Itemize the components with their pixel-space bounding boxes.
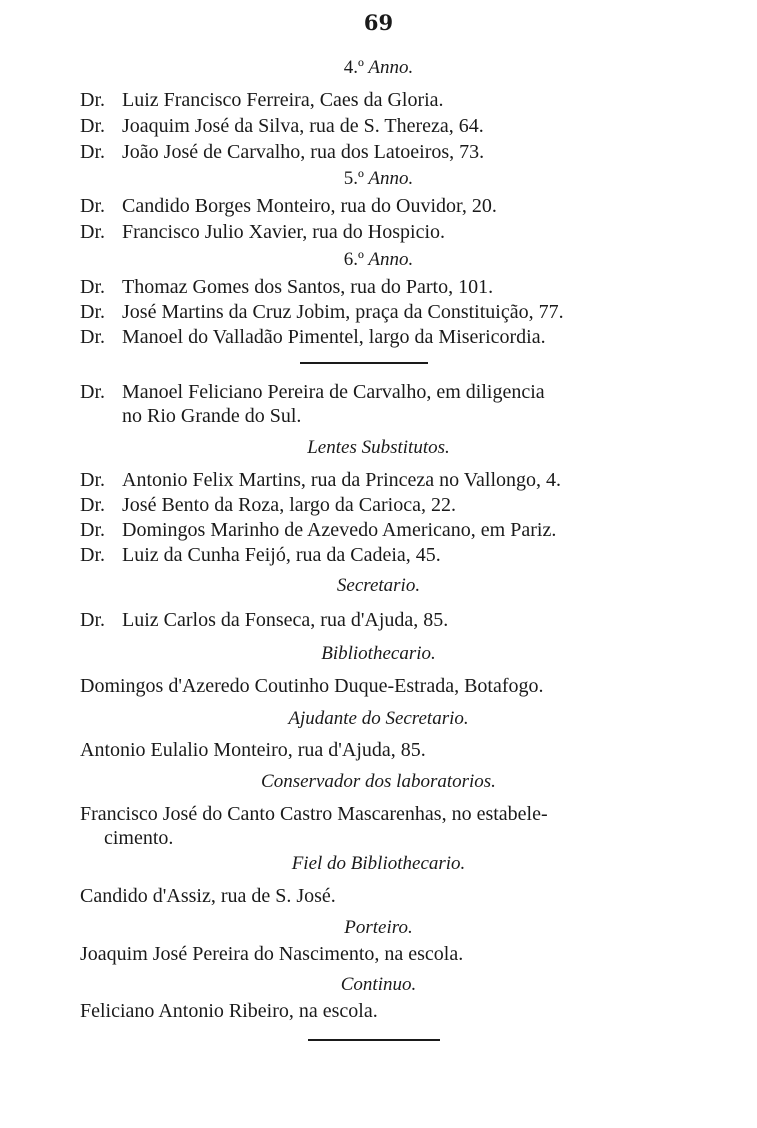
entry-title: Dr. — [80, 494, 105, 516]
entry-continuation: no Rio Grande do Sul. — [122, 405, 302, 427]
heading-number: 4.º — [343, 57, 364, 78]
entry-text: Manoel do Valladão Pimentel, largo da Misericordia. — [122, 326, 546, 348]
list-item — [80, 88, 444, 112]
list-item: Francisco José do Canto Castro Mascarenhas, no estabele- — [80, 803, 548, 825]
entry-title: Dr. — [80, 381, 105, 403]
list-item — [80, 325, 546, 349]
entry-title: Dr. — [80, 609, 105, 631]
heading-number: 6.º — [343, 249, 364, 270]
section-heading-porteiro: Porteiro. — [344, 917, 413, 938]
entry-text: Luiz Carlos da Fonseca, rua d'Ajuda, 85. — [122, 609, 449, 631]
entry-text: Thomaz Gomes dos Santos, rua do Parto, 101. — [122, 276, 494, 298]
entry-text: Antonio Felix Martins, rua da Princeza no Vallongo, 4. — [122, 469, 562, 491]
heading-number: 5.º — [343, 168, 364, 189]
section-heading-secretario: Secretario. — [336, 575, 421, 596]
heading-word: Anno. — [368, 249, 414, 270]
entry-title: Dr. — [80, 276, 105, 298]
list-item: Joaquim José Pereira do Nascimento, na escola. — [80, 943, 464, 965]
list-item — [80, 380, 545, 404]
list-item: Feliciano Antonio Ribeiro, na escola. — [80, 1000, 378, 1022]
entry-title: Dr. — [80, 301, 105, 323]
entry-title: Dr. — [80, 141, 105, 163]
list-item — [80, 493, 456, 517]
section-divider — [308, 1039, 440, 1041]
entry-text: José Martins da Cruz Jobim, praça da Constituição, 77. — [122, 301, 564, 323]
entry-text: Francisco Julio Xavier, rua do Hospicio. — [122, 221, 446, 243]
entry-text: Luiz Francisco Ferreira, Caes da Gloria. — [122, 89, 444, 111]
page-number: 69 — [363, 10, 394, 35]
list-item — [80, 468, 561, 492]
entry-title: Dr. — [80, 221, 105, 243]
entry-text: João José de Carvalho, rua dos Latoeiros, 73. — [122, 141, 485, 163]
section-heading-year-6 — [0, 248, 757, 272]
entry-text: Domingos Marinho de Azevedo Americano, em Pariz. — [122, 519, 557, 541]
list-item — [80, 140, 484, 164]
heading-word: Anno. — [368, 168, 414, 189]
section-heading-fiel: Fiel do Bibliothecario. — [291, 853, 466, 874]
entry-title: Dr. — [80, 469, 105, 491]
entry-title: Dr. — [80, 519, 105, 541]
entry-title: Dr. — [80, 89, 105, 111]
section-divider — [300, 362, 428, 364]
entry-continuation: cimento. — [104, 827, 174, 849]
list-item — [80, 114, 484, 138]
section-heading-year-5 — [0, 167, 757, 191]
list-item: Candido d'Assiz, rua de S. José. — [80, 885, 336, 907]
section-heading-ajudante: Ajudante do Secretario. — [288, 708, 469, 729]
entry-text: Joaquim José da Silva, rua de S. Thereza, 64. — [122, 115, 484, 137]
list-item — [80, 194, 497, 218]
list-item: Antonio Eulalio Monteiro, rua d'Ajuda, 85. — [80, 739, 426, 761]
list-item: Domingos d'Azeredo Coutinho Duque-Estrada, Botafogo. — [80, 675, 544, 697]
heading-word: Anno. — [368, 57, 414, 78]
section-heading-continuo: Continuo. — [340, 974, 417, 995]
list-item — [80, 300, 564, 324]
list-item — [80, 518, 556, 542]
entry-title: Dr. — [80, 544, 105, 566]
entry-title: Dr. — [80, 326, 105, 348]
list-item — [80, 275, 493, 299]
entry-title: Dr. — [80, 115, 105, 137]
entry-text: Candido Borges Monteiro, rua do Ouvidor, 20. — [122, 195, 497, 217]
entry-text: Luiz da Cunha Feijó, rua da Cadeia, 45. — [122, 544, 441, 566]
section-heading-substitutos: Lentes Substitutos. — [307, 437, 450, 458]
list-item — [80, 608, 448, 632]
section-heading-conservador: Conservador dos laboratorios. — [261, 771, 496, 792]
entry-title: Dr. — [80, 195, 105, 217]
entry-text: José Bento da Roza, largo da Carioca, 22. — [122, 494, 456, 516]
entry-text: Manoel Feliciano Pereira de Carvalho, em diligencia — [122, 381, 545, 403]
list-item — [80, 543, 441, 567]
section-heading-bibliothecario: Bibliothecario. — [321, 643, 436, 664]
section-heading-year-4 — [0, 56, 757, 80]
list-item — [80, 220, 445, 244]
